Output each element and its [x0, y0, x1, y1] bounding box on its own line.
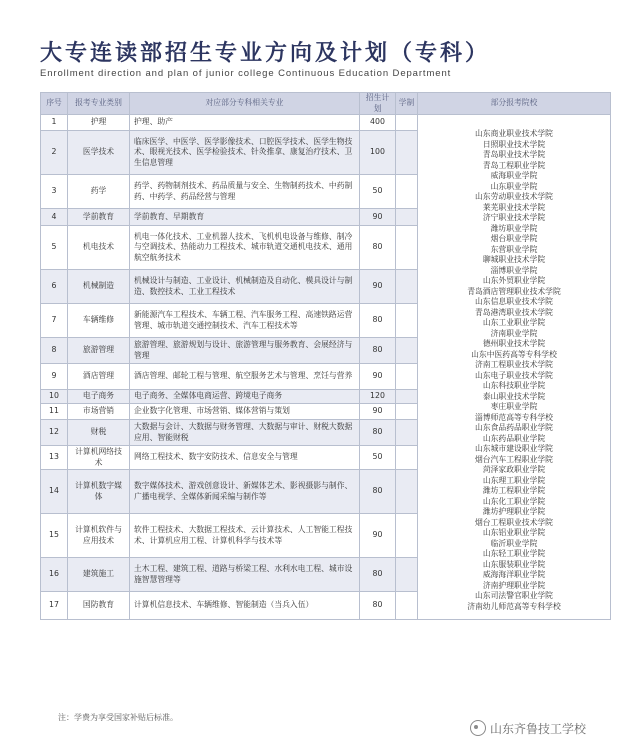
cell-plan: 90: [360, 209, 396, 226]
school-item: 德州职业技术学院: [482, 339, 546, 349]
cell-category: 医学技术: [68, 131, 130, 175]
cell-no: 17: [41, 592, 68, 620]
cell-majors: 临床医学、中医学、医学影像技术、口腔医学技术、医学生物技术、眼视光技术、医学检验技术、针灸推拿、康复治疗技术、卫生信息管理: [130, 131, 360, 175]
cell-majors: 企业数字化管理、市场营销、媒体营销与策划: [130, 404, 360, 420]
cell-plan: 120: [360, 390, 396, 404]
school-item: 泰山职业技术学院: [482, 391, 546, 401]
cell-no: 9: [41, 364, 68, 390]
cell-years: [396, 338, 418, 364]
cell-majors: 护理、助产: [130, 115, 360, 131]
cell-category: 计算机网络技术: [68, 446, 130, 470]
school-item: 山东商业职业技术学院: [475, 129, 553, 139]
school-item: 烟台工程职业技术学院: [475, 517, 553, 527]
school-item: 烟台汽车工程职业学院: [475, 454, 553, 464]
cell-majors: 旅游管理、旅游规划与设计、旅游管理与服务教育、会展经济与管理: [130, 338, 360, 364]
cell-category: 旅游管理: [68, 338, 130, 364]
cell-no: 15: [41, 514, 68, 558]
brand-name: 山东齐鲁技工学校: [490, 722, 587, 736]
school-item: 潍坊护理职业学院: [482, 507, 546, 517]
table-header-row: [41, 93, 611, 115]
cell-no: 11: [41, 404, 68, 420]
column-header: 报考专业类别: [68, 93, 130, 115]
cell-category: 护理: [68, 115, 130, 131]
school-item: 山东轻工职业学院: [482, 549, 546, 559]
cell-plan: 100: [360, 131, 396, 175]
cell-plan: 80: [360, 592, 396, 620]
cell-no: 10: [41, 390, 68, 404]
cell-no: 1: [41, 115, 68, 131]
cell-plan: 90: [360, 514, 396, 558]
cell-category: 市场营销: [68, 404, 130, 420]
cell-category: 计算机数字媒体: [68, 470, 130, 514]
cell-years: [396, 592, 418, 620]
cell-years: [396, 514, 418, 558]
school-item: 山东信息职业技术学院: [475, 297, 553, 307]
schools-list: [418, 115, 611, 620]
school-item: 济南工程职业技术学院: [475, 360, 553, 370]
cell-majors: 大数据与会计、大数据与财务管理、大数据与审计、财税大数据应用、智能财税: [130, 420, 360, 446]
cell-category: 国防教育: [68, 592, 130, 620]
school-item: 东营职业学院: [490, 244, 538, 254]
cell-years: [396, 304, 418, 338]
cell-plan: 90: [360, 270, 396, 304]
cell-years: [396, 209, 418, 226]
cell-plan: 80: [360, 304, 396, 338]
school-item: 青岛港湾职业技术学院: [475, 307, 553, 317]
school-item: 菏泽家政职业学院: [482, 465, 546, 475]
cell-no: 8: [41, 338, 68, 364]
cell-plan: 80: [360, 226, 396, 270]
cell-no: 2: [41, 131, 68, 175]
school-item: 青岛工程职业学院: [482, 160, 546, 170]
cell-years: [396, 270, 418, 304]
cell-majors: 网络工程技术、数字安防技术、信息安全与管理: [130, 446, 360, 470]
school-item: 聊城职业技术学院: [482, 255, 546, 265]
school-item: 山东城市建设职业学院: [475, 444, 553, 454]
cell-category: 学前教育: [68, 209, 130, 226]
cell-years: [396, 115, 418, 131]
cell-no: 16: [41, 558, 68, 592]
cell-no: 12: [41, 420, 68, 446]
cell-majors: 电子商务、全媒体电商运营、跨境电子商务: [130, 390, 360, 404]
school-item: 山东铝业职业学院: [482, 528, 546, 538]
school-item: 威海海洋职业学院: [482, 570, 546, 580]
table-row: [41, 115, 611, 131]
column-header: 对应部分专科相关专业: [130, 93, 360, 115]
enrollment-table: [40, 92, 611, 620]
cell-no: 6: [41, 270, 68, 304]
brand-watermark: [470, 720, 586, 737]
cell-category: 电子商务: [68, 390, 130, 404]
school-item: 山东司法警官职业学院: [475, 591, 553, 601]
school-item: 山东电子职业技术学院: [475, 370, 553, 380]
cell-category: 建筑施工: [68, 558, 130, 592]
cell-years: [396, 364, 418, 390]
cell-years: [396, 226, 418, 270]
cell-majors: 土木工程、建筑工程、道路与桥梁工程、水利水电工程、城市设施智慧管理等: [130, 558, 360, 592]
cell-no: 14: [41, 470, 68, 514]
cell-years: [396, 558, 418, 592]
school-item: 山东科技职业学院: [482, 381, 546, 391]
cell-majors: 药学、药物制剂技术、药品质量与安全、生物制药技术、中药制药、中药学、药品经营与管理: [130, 175, 360, 209]
cell-years: [396, 420, 418, 446]
school-item: 莱芜职业技术学院: [482, 202, 546, 212]
school-item: 山东职业学院: [490, 181, 538, 191]
school-item: 潍坊职业学院: [490, 223, 538, 233]
school-item: 淄博职业学院: [490, 265, 538, 275]
cell-plan: 50: [360, 446, 396, 470]
school-item: 青岛职业技术学院: [482, 150, 546, 160]
cell-plan: 90: [360, 404, 396, 420]
cell-category: 机械制造: [68, 270, 130, 304]
school-item: 济南幼儿师范高等专科学校: [467, 601, 561, 611]
cell-plan: 80: [360, 470, 396, 514]
cell-years: [396, 131, 418, 175]
cell-majors: 学前教育、早期教育: [130, 209, 360, 226]
cell-majors: 机械设计与制造、工业设计、机械制造及自动化、模具设计与制造、数控技术、工业工程技术: [130, 270, 360, 304]
cell-majors: 软件工程技术、大数据工程技术、云计算技术、人工智能工程技术、计算机应用工程、计算机科学与技术等: [130, 514, 360, 558]
cell-majors: 酒店管理、邮轮工程与管理、航空服务艺术与管理、烹饪与营养: [130, 364, 360, 390]
page-subtitle: Enrollment direction and plan of junior college Continuous Education Department: [40, 68, 452, 79]
school-item: 枣庄职业学院: [490, 402, 538, 412]
school-item: 山东中医药高等专科学校: [471, 349, 557, 359]
school-item: 山东工业职业学院: [482, 318, 546, 328]
school-item: 临沂职业学院: [490, 538, 538, 548]
column-header: 学制: [396, 93, 418, 115]
cell-category: 机电技术: [68, 226, 130, 270]
school-item: 威海职业学院: [490, 171, 538, 181]
cell-majors: 计算机信息技术、车辆维修、智能制造（当兵入伍）: [130, 592, 360, 620]
cell-plan: 400: [360, 115, 396, 131]
footnote: 注：学费为享受国家补贴后标准。: [58, 713, 178, 722]
cell-category: 财税: [68, 420, 130, 446]
cell-no: 4: [41, 209, 68, 226]
school-item: 山东食品药品职业学院: [475, 423, 553, 433]
school-item: 山东药品职业学院: [482, 433, 546, 443]
cell-no: 3: [41, 175, 68, 209]
cell-plan: 80: [360, 338, 396, 364]
column-header: 招生计划: [360, 93, 396, 115]
column-header: 序号: [41, 93, 68, 115]
school-item: 山东服装职业学院: [482, 559, 546, 569]
school-item: 山东外贸职业学院: [482, 276, 546, 286]
school-item: 济宁职业技术学院: [482, 213, 546, 223]
cell-plan: 90: [360, 364, 396, 390]
cell-years: [396, 470, 418, 514]
cell-category: 计算机软件与应用技术: [68, 514, 130, 558]
cell-years: [396, 175, 418, 209]
cell-no: 5: [41, 226, 68, 270]
school-item: 淄博师范高等专科学校: [475, 412, 553, 422]
school-item: 日照职业技术学院: [482, 139, 546, 149]
cell-years: [396, 390, 418, 404]
school-item: 山东化工职业学院: [482, 496, 546, 506]
wechat-icon: [470, 720, 486, 736]
school-item: 山东理工职业学院: [482, 475, 546, 485]
cell-majors: 数字媒体技术、游戏创意设计、新媒体艺术、影视摄影与制作、广播电视学、全媒体新闻采编与制作等: [130, 470, 360, 514]
cell-majors: 机电一体化技术、工业机器人技术、飞机机电设备与维修、制冷与空调技术、热能动力工程技术、城市轨道交通机电技术、通用航空航务技术: [130, 226, 360, 270]
cell-plan: 80: [360, 420, 396, 446]
cell-no: 13: [41, 446, 68, 470]
school-item: 潍坊工程职业学院: [482, 486, 546, 496]
page-title: 大专连读部招生专业方向及计划（专科）: [40, 41, 491, 66]
cell-years: [396, 404, 418, 420]
cell-category: 药学: [68, 175, 130, 209]
cell-category: 酒店管理: [68, 364, 130, 390]
column-header: 部分报考院校: [418, 93, 611, 115]
table-body: [41, 115, 611, 620]
school-item: 济南护理职业学院: [482, 580, 546, 590]
cell-category: 车辆维修: [68, 304, 130, 338]
cell-plan: 50: [360, 175, 396, 209]
cell-no: 7: [41, 304, 68, 338]
cell-plan: 80: [360, 558, 396, 592]
school-item: 山东劳动职业技术学院: [475, 192, 553, 202]
school-item: 青岛酒店管理职业技术学院: [467, 286, 561, 296]
cell-years: [396, 446, 418, 470]
cell-majors: 新能源汽车工程技术、车辆工程、汽车服务工程、高速铁路运营管理、城市轨道交通控制技术、汽车工程技术等: [130, 304, 360, 338]
school-item: 济南职业学院: [490, 328, 538, 338]
school-item: 烟台职业学院: [490, 234, 538, 244]
